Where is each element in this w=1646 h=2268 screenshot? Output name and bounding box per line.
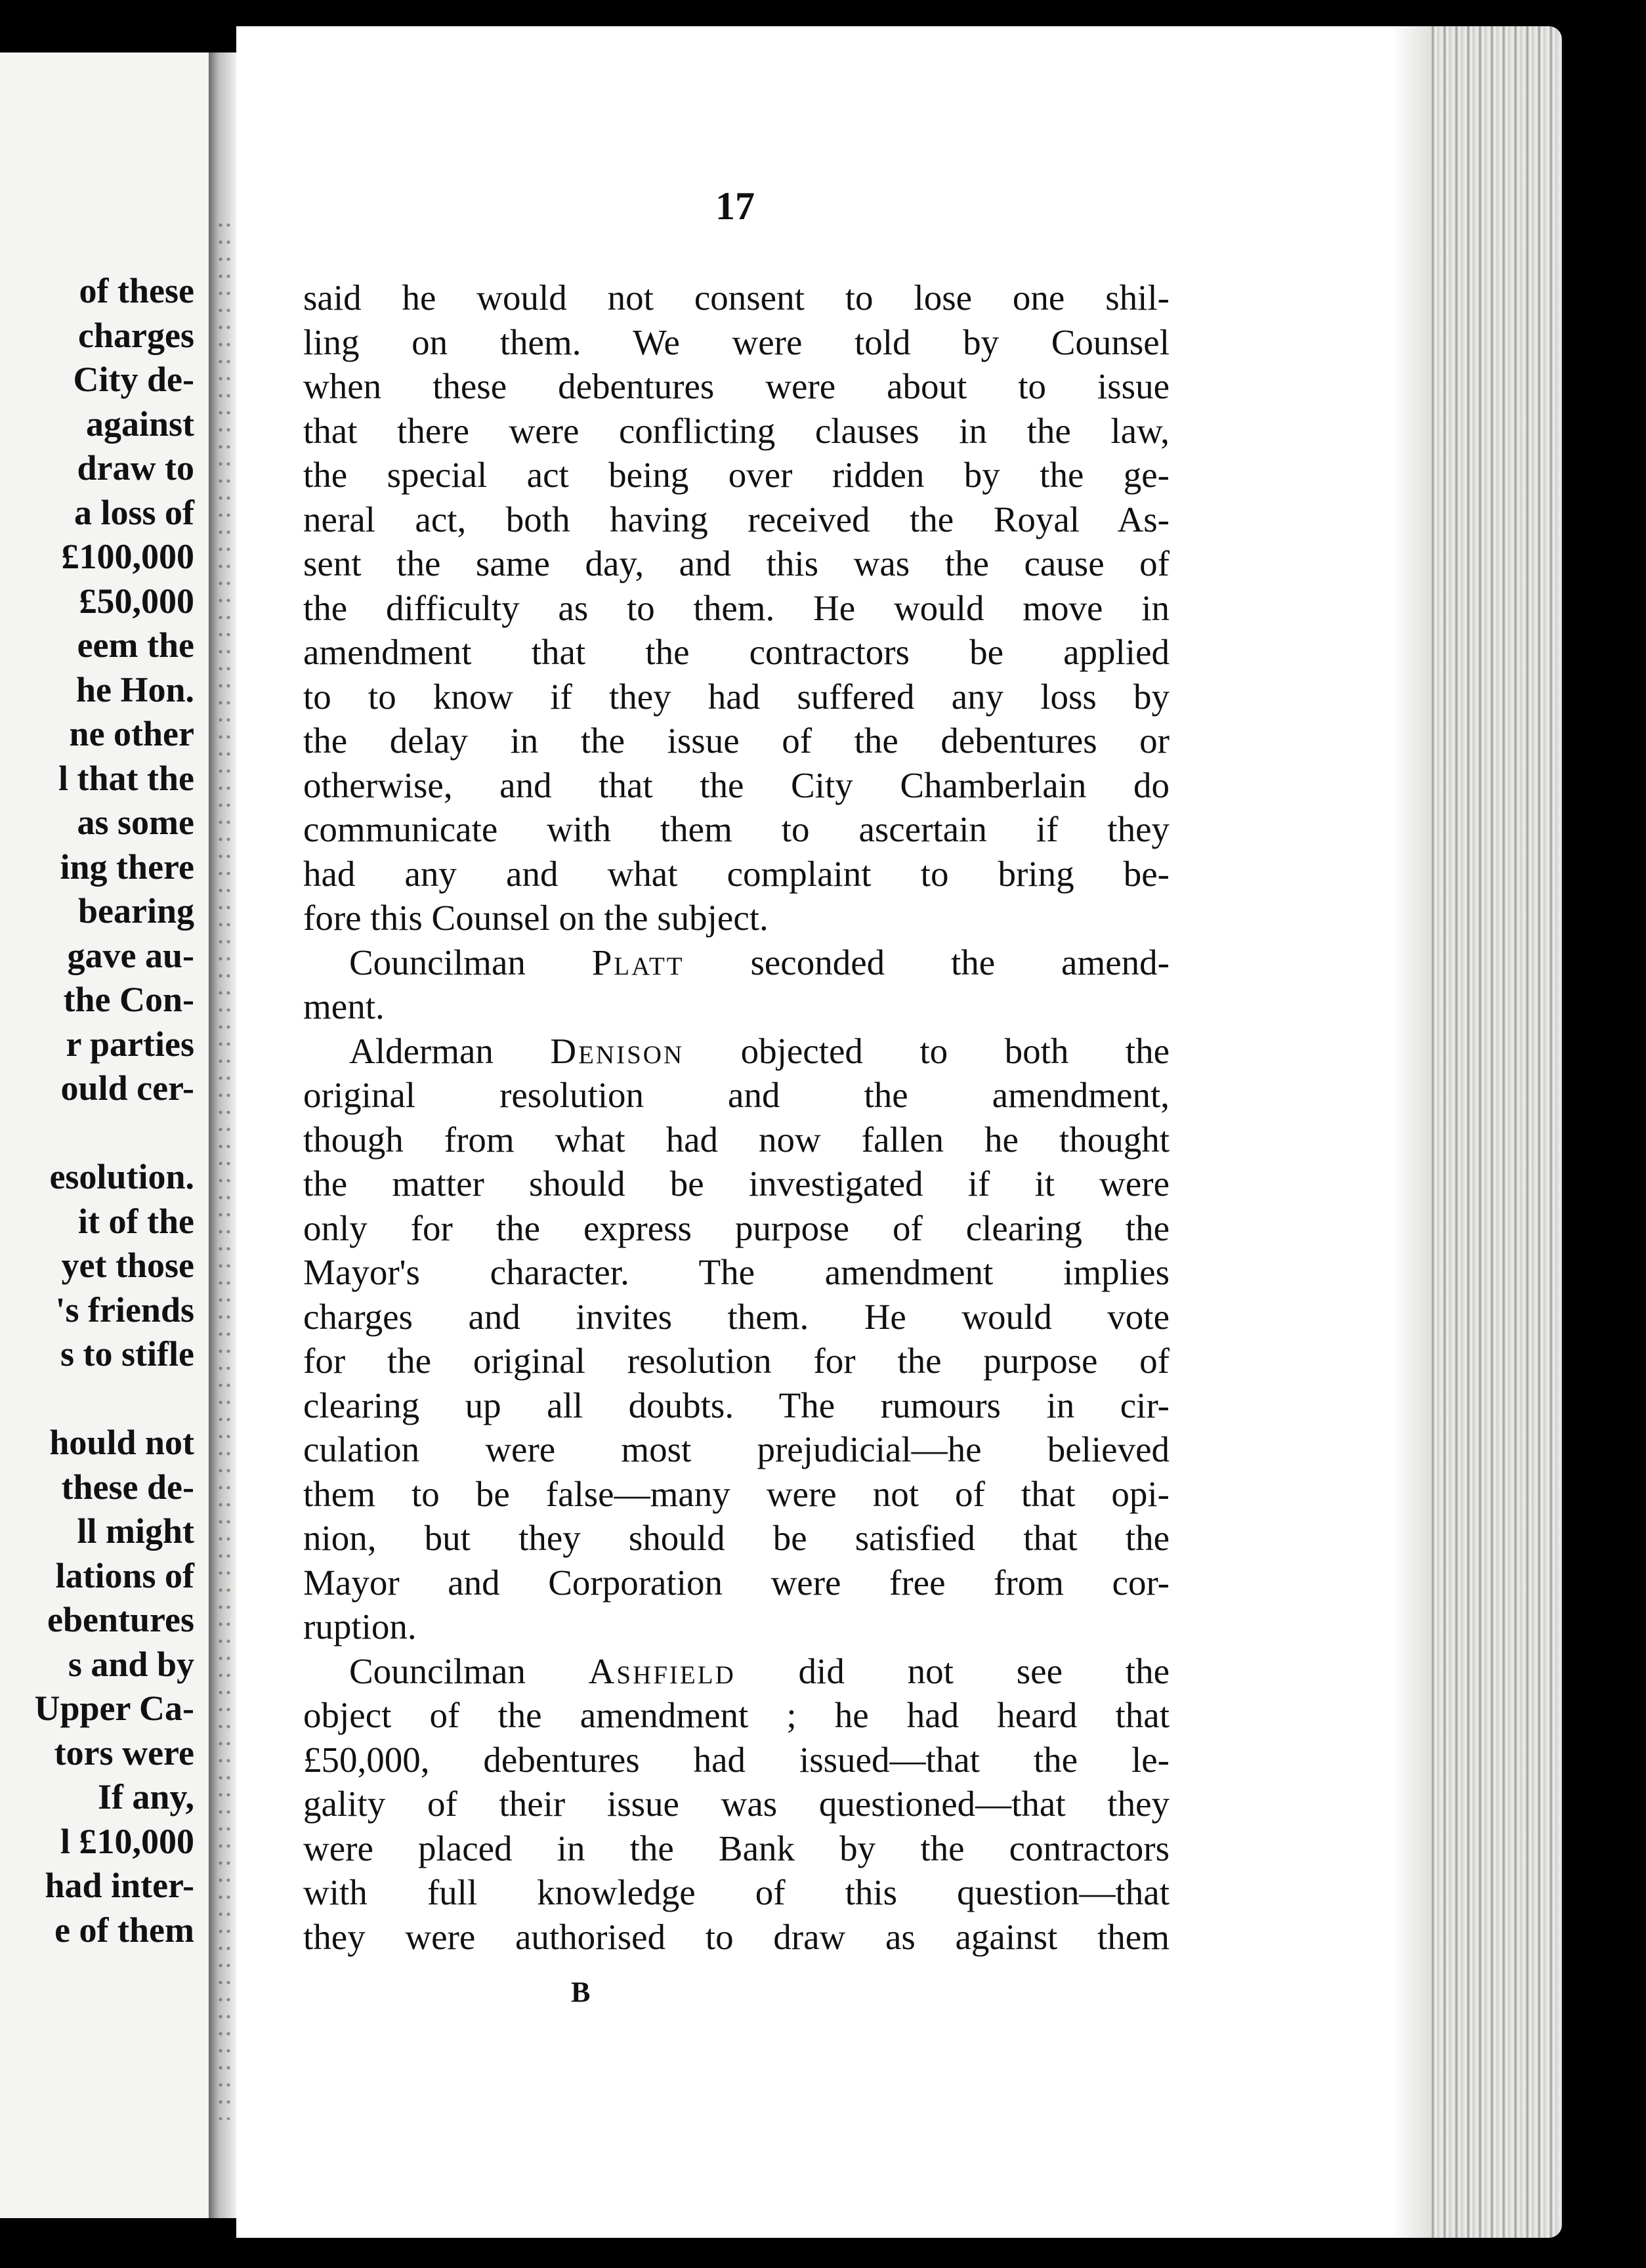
text-segment: though from what had now fallen he thought [303,1119,1170,1160]
text-line [303,1516,1170,1561]
text-line [303,1383,1170,1428]
text-line [303,1206,1170,1251]
text-line [303,852,1170,896]
text-segment [349,1029,1170,1074]
text-segment: neral act, both having received the Royal As- [303,499,1170,539]
text-line [303,276,1170,320]
text-segment: Alderman [349,1030,551,1071]
text-segment: sent the same day, and this was the cause of [303,543,1170,583]
text-segment: ruption. [303,1606,417,1647]
text-segment: the special act being over ridden by the ge- [303,455,1170,495]
text-line [303,409,1170,453]
left-page-line: l that the [58,758,194,798]
text-segment: with full knowledge of this question—that [303,1872,1170,1912]
left-page-line: hould not [49,1423,194,1462]
text-line [303,896,1170,940]
left-page-line: of these [79,271,194,310]
text-line [303,1073,1170,1118]
text-segment: object of the amendment ; he had heard that [303,1695,1170,1735]
text-line [303,497,1170,542]
signature-mark: B [571,1976,591,2008]
left-page-line: esolution. [49,1157,194,1196]
left-page-line: draw to [77,448,194,488]
text-line [303,1250,1170,1295]
binding-stitching [217,217,232,2120]
text-segment [349,1649,1170,1694]
left-page-line: bearing [77,891,194,931]
left-page-line: had inter- [45,1866,194,1905]
text-line [303,719,1170,763]
left-page-line: the Con- [63,980,194,1019]
text-line [303,630,1170,675]
left-page-line [0,1111,194,1156]
text-segment: when these debentures were about to issue [303,366,1170,406]
page-edge-shade [1391,26,1431,2238]
left-page-line: charges [78,315,194,355]
text-segment: otherwise, and that the City Chamberlain do [303,765,1170,805]
left-page-line: ne other [69,714,194,753]
text-line [303,1738,1170,1782]
text-segment: to to know if they had suffered any loss by [303,676,1170,717]
speaker-name: Platt [591,942,685,982]
left-page-line: eem the [77,625,194,665]
text-segment: were placed in the Bank by the contractors [303,1828,1170,1868]
left-page-line: ing there [60,847,194,887]
text-line [303,586,1170,631]
text-segment: clearing up all doubts. The rumours in cir- [303,1385,1170,1425]
text-line [303,1915,1170,1960]
text-line [303,1118,1170,1162]
text-line [303,541,1170,586]
text-segment: communicate with them to ascertain if they [303,809,1170,849]
text-line [303,940,1170,985]
text-line [303,1427,1170,1472]
text-segment: original resolution and the amendment, [303,1075,1170,1115]
text-line [303,984,1170,1029]
left-page-line: he Hon. [75,669,194,709]
left-page-line: l £10,000 [60,1821,194,1861]
left-page-line: lations of [55,1555,194,1595]
left-page-line: s and by [68,1644,194,1684]
left-page-line: s to stifle [60,1334,194,1374]
speaker-name: Ashfield [588,1650,736,1691]
text-segment: that there were conflicting clauses in the law, [303,410,1170,451]
text-segment: fore this Counsel on the subject. [303,898,769,938]
left-page-line: yet those [61,1246,194,1285]
text-segment [349,940,1170,985]
text-line [303,763,1170,808]
text-segment: Mayor and Corporation were free from cor- [303,1562,1170,1603]
text-segment: the difficulty as to them. He would move in [303,587,1170,628]
text-segment: only for the express purpose of clearing the [303,1208,1170,1248]
previous-page-fragment [0,52,217,2218]
left-page-line: ebentures [47,1600,194,1639]
left-page-line: ould cer- [60,1068,194,1108]
text-line [303,1649,1170,1694]
previous-page-text [0,269,194,1952]
left-page-line: ll might [77,1511,194,1551]
text-line [303,453,1170,497]
text-segment: Councilman [349,942,592,982]
text-segment: them to be false—many were not of that opi- [303,1473,1170,1514]
left-page-line: If any, [97,1777,194,1816]
text-line [303,364,1170,409]
text-segment: they were authorised to draw as against them [303,1916,1170,1957]
text-line [303,1870,1170,1915]
text-line [303,1162,1170,1206]
left-page-line: against [85,404,194,444]
text-segment: the delay in the issue of the debentures or [303,721,1170,761]
text-segment: nion, but they should be satisfied that the [303,1518,1170,1558]
text-segment: seconded the amend- [684,942,1170,982]
text-segment: ment. [303,986,385,1026]
text-line [303,675,1170,719]
text-segment: objected to both the [684,1030,1170,1071]
text-line [303,1605,1170,1649]
text-segment: £50,000, debentures had issued—that the le- [303,1739,1170,1780]
text-segment: gality of their issue was questioned—that they [303,1784,1170,1824]
text-line [303,1782,1170,1826]
text-line [303,320,1170,365]
text-line [303,1472,1170,1517]
left-page-line: as some [77,803,194,842]
text-segment: Mayor's character. The amendment implies [303,1252,1170,1292]
left-page-line [0,1377,194,1421]
fore-edge-line [1562,39,1567,2225]
left-page-line: r parties [66,1024,194,1064]
text-segment: said he would not consent to lose one shil- [303,278,1170,318]
text-line [303,1295,1170,1339]
text-segment: charges and invites them. He would vote [303,1296,1170,1337]
text-segment: culation were most prejudicial—he believed [303,1429,1170,1469]
text-segment: for the original resolution for the purpose of [303,1341,1170,1381]
left-page-line: £100,000 [61,537,194,576]
text-line [303,1693,1170,1738]
text-segment: ling on them. We were told by Counsel [303,322,1170,362]
text-segment: the matter should be investigated if it were [303,1164,1170,1204]
text-segment: had any and what complaint to bring be- [303,853,1170,894]
left-page-line: it of the [78,1201,194,1241]
left-page-line: Upper Ca- [34,1689,194,1728]
text-line [303,1826,1170,1871]
text-line [303,1029,1170,1074]
text-segment: amendment that the contractors be applied [303,632,1170,672]
speaker-name: Denison [550,1030,685,1071]
left-page-line: these de- [61,1467,194,1507]
left-page-line: City de- [73,360,194,399]
left-page-line: £50,000 [79,581,194,621]
text-line [303,1339,1170,1383]
body-text [303,276,1170,1959]
left-page-line: e of them [54,1910,194,1950]
text-segment: did not see the [735,1650,1170,1691]
left-page-line: gave au- [67,935,194,975]
left-page-line: a loss of [74,492,194,532]
text-line [303,807,1170,852]
text-line [303,1561,1170,1605]
left-page-line: 's friends [55,1290,194,1330]
text-segment: Councilman [349,1650,589,1691]
left-page-line: tors were [54,1732,194,1773]
page-number: 17 [715,184,755,228]
